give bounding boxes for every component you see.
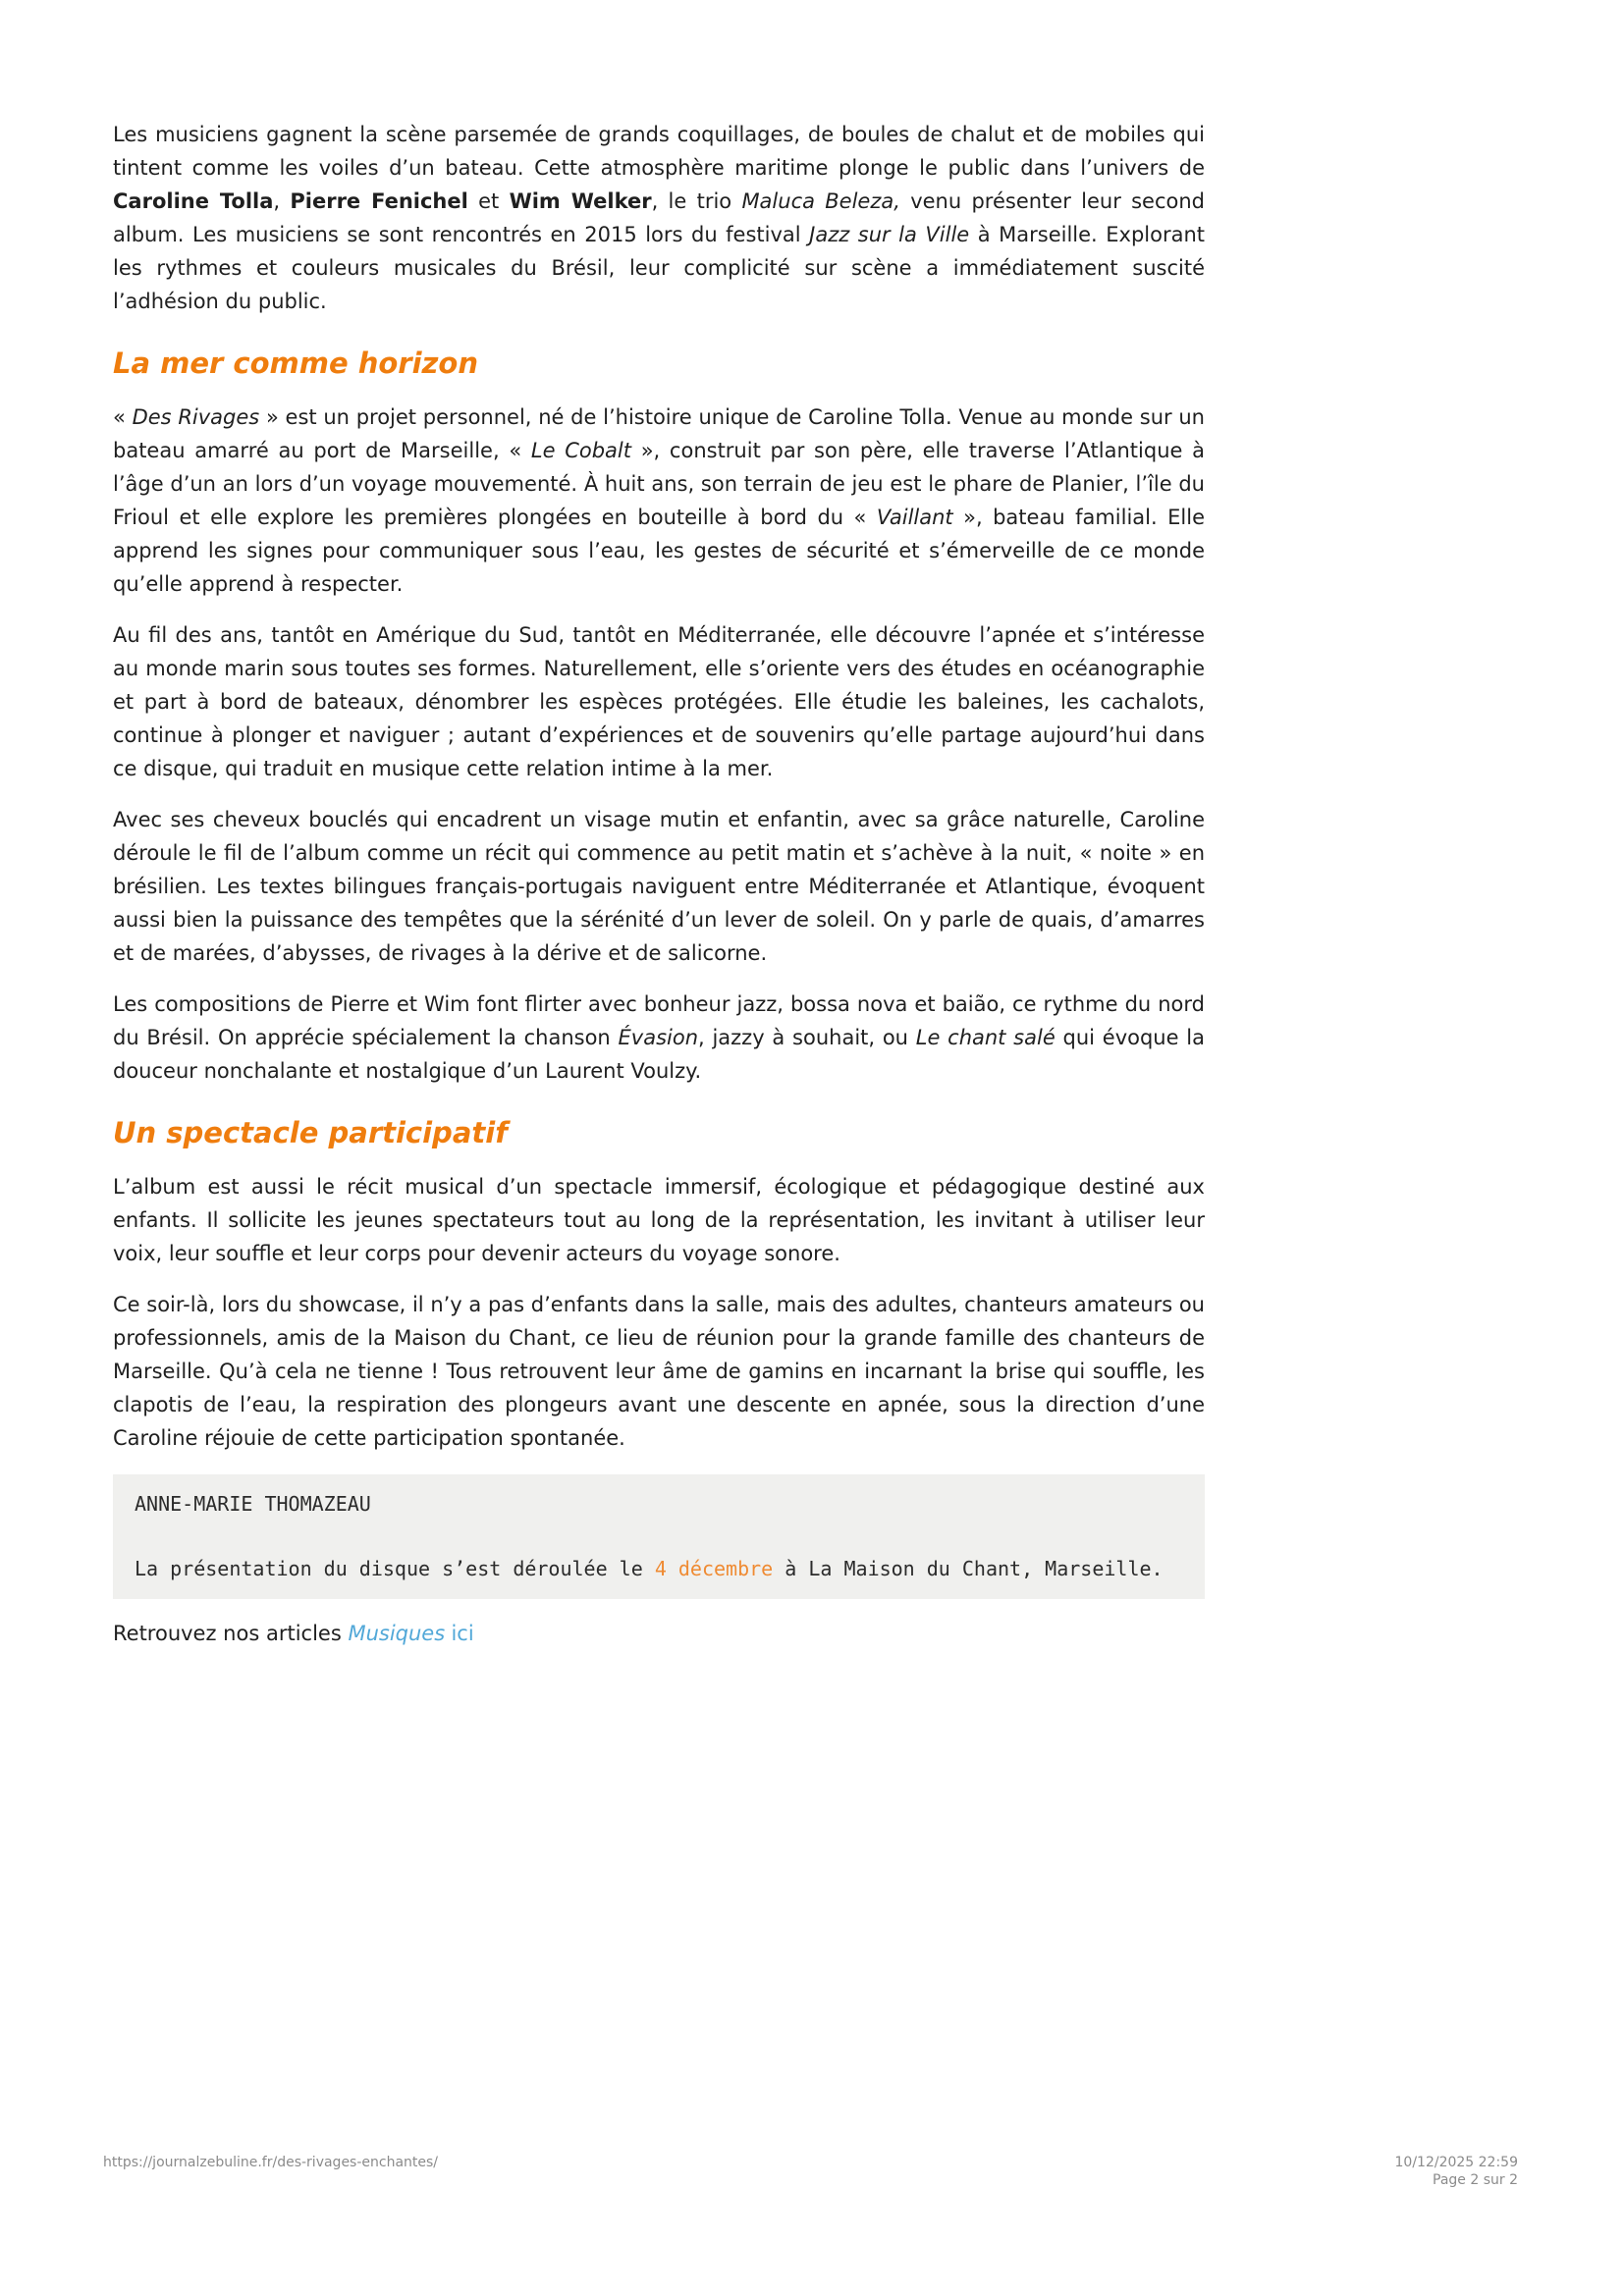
text-run: , xyxy=(273,189,291,213)
text-run: Au fil des ans, tantôt en Amérique du Sud, tantôt en Méditerranée, elle découvre l’apnée et s’intéresse au monde marin sous toutes ses formes. Naturellement, elle s’oriente vers des études en océanographie et part à bord de bateaux, dénombrer les espèces protégées. Elle étudie les baleines, les cachalots, continue à plonger et naviguer ; autant d’expériences et de souvenirs qu’elle partage aujourd’hui dans ce disque, qui traduit en musique cette relation intime à la mer. xyxy=(113,623,1205,780)
text-run: Les musiciens gagnent la scène parsemée de grands coquillages, de boules de chalut et de mobiles qui tintent comme les voiles d’un bateau. Cette atmosphère maritime plonge le public dans l’univers de xyxy=(113,123,1205,180)
boat-name-le-cobalt: Le Cobalt xyxy=(530,439,631,462)
text-run: qui évoque la douceur nonchalante et nostalgique d’un Laurent Voulzy. xyxy=(113,1026,1205,1083)
text-run: à Marseille. Explorant les rythmes et couleurs musicales du Brésil, leur complicité sur scène a immédiatement suscité l’adhésion du public. xyxy=(113,223,1206,313)
boat-name-vaillant: Vaillant xyxy=(876,506,953,529)
footer-page-number: Page 2 sur 2 xyxy=(1433,2172,1518,2188)
text-run: Ce soir-là, lors du showcase, il n’y a pas d’enfants dans la salle, mais des adultes, chanteurs amateurs ou professionnels, amis de la Maison du Chant, ce lieu de réunion pour la grande famille des chanteurs de Marseille. Qu’à cela ne tienne ! Tous retrouvent leur âme de gamins en incarnant la brise qui souffle, les clapotis de l’eau, la respiration des plongeurs avant une descente en apnée, sous la direction d’une Caroline réjouie de cette participation spontanée. xyxy=(113,1293,1205,1450)
album-name-des-rivages: Des Rivages xyxy=(132,405,260,429)
text-run: à La Maison du Chant, Marseille. xyxy=(773,1557,1164,1580)
footer-meta xyxy=(1395,2154,1519,2189)
article-body xyxy=(113,0,1205,1668)
paragraph-album-recit xyxy=(113,1170,1205,1270)
date-link[interactable]: 4 décembre xyxy=(654,1557,774,1580)
text-run: Avec ses cheveux bouclés qui encadrent un visage mutin et enfantin, avec sa grâce naturelle, Caroline déroule le fil de l’album comme un récit qui commence au petit matin et s’achève à la nuit, « noite » en brésilien. Les textes bilingues français-portugais naviguent entre Méditerranée et Atlantique, évoquent aussi bien la puissance des tempêtes que la sérénité d’un lever de soleil. On y parle de quais, d’amarres et de marées, d’abysses, de rivages à la dérive et de salicorne. xyxy=(113,808,1205,965)
paragraph-cheveux-boucles xyxy=(113,803,1205,970)
text-run: » est un projet personnel, né de l’histoire unique de Caroline Tolla. Venue au monde sur un bateau amarré au port de Marseille, « xyxy=(113,405,1205,462)
musiques-link[interactable]: Musiques xyxy=(348,1622,446,1645)
paragraph-au-fil-des-ans xyxy=(113,618,1205,785)
artist-name-caroline-tolla: Caroline Tolla xyxy=(113,189,274,213)
author-name: ANNE-MARIE THOMAZEAU xyxy=(135,1492,371,1516)
text-run: », bateau familial. Elle apprend les signes pour communiquer sous l’eau, les gestes de sécurité et s’émerveille de ce monde qu’elle apprend à respecter. xyxy=(113,506,1205,596)
text-run: « xyxy=(113,405,133,429)
text-run: L’album est aussi le récit musical d’un spectacle immersif, écologique et pédagogique destiné aux enfants. Il sollicite les jeunes spectateurs tout au long de la représentation, les invitant à utiliser leur voix, leur souffle et leur corps pour devenir acteurs du voyage sonore. xyxy=(113,1175,1205,1265)
artist-name-pierre-fenichel: Pierre Fenichel xyxy=(290,189,468,213)
paragraph-compositions xyxy=(113,988,1205,1088)
print-footer xyxy=(0,2154,1624,2189)
song-name-le-chant-sale: Le chant salé xyxy=(915,1026,1056,1049)
presentation-note xyxy=(135,1553,1183,1585)
artist-name-wim-welker: Wim Welker xyxy=(509,189,652,213)
paragraph-ce-soir-la xyxy=(113,1288,1205,1455)
ici-link[interactable]: ici xyxy=(451,1622,474,1645)
footer-datetime: 10/12/2025 22:59 xyxy=(1394,2155,1518,2170)
footer-url: https://journalzebuline.fr/des-rivages-enchantes/ xyxy=(103,2155,439,2170)
paragraph-des-rivages xyxy=(113,400,1205,601)
subheading-la-mer-comme-horizon: La mer comme horizon xyxy=(113,347,479,380)
text-run: , jazzy à souhait, ou xyxy=(698,1026,916,1049)
text-run: Retrouvez nos articles xyxy=(113,1622,349,1645)
related-articles-line xyxy=(113,1617,1205,1650)
text-run: et xyxy=(467,189,510,213)
trio-name-maluca-beleza: Maluca Beleza, xyxy=(741,189,900,213)
festival-name: Jazz sur la Ville xyxy=(809,223,970,246)
paragraph-intro xyxy=(113,118,1205,318)
text-run: , le trio xyxy=(651,189,742,213)
song-name-evasion: Évasion xyxy=(618,1026,699,1049)
text-run: La présentation du disque s’est déroulée le xyxy=(135,1557,655,1580)
byline-box xyxy=(113,1474,1205,1599)
text-run: », construit par son père, elle traverse l’Atlantique à l’âge d’un an lors d’un voyage mouvementé. À huit ans, son terrain de jeu est le phare de Planier, l’île du Frioul et elle explore les premières plongées en bouteille à bord du « xyxy=(113,439,1206,529)
subheading-un-spectacle-participatif: Un spectacle participatif xyxy=(113,1116,508,1149)
text-run: venu présenter leur second album. Les musiciens se sont rencontrés en 2015 lors du festival xyxy=(113,189,1206,246)
text-run: Les compositions de Pierre et Wim font flirter avec bonheur jazz, bossa nova et baião, ce rythme du nord du Brésil. On apprécie spécialement la chanson xyxy=(113,992,1205,1049)
